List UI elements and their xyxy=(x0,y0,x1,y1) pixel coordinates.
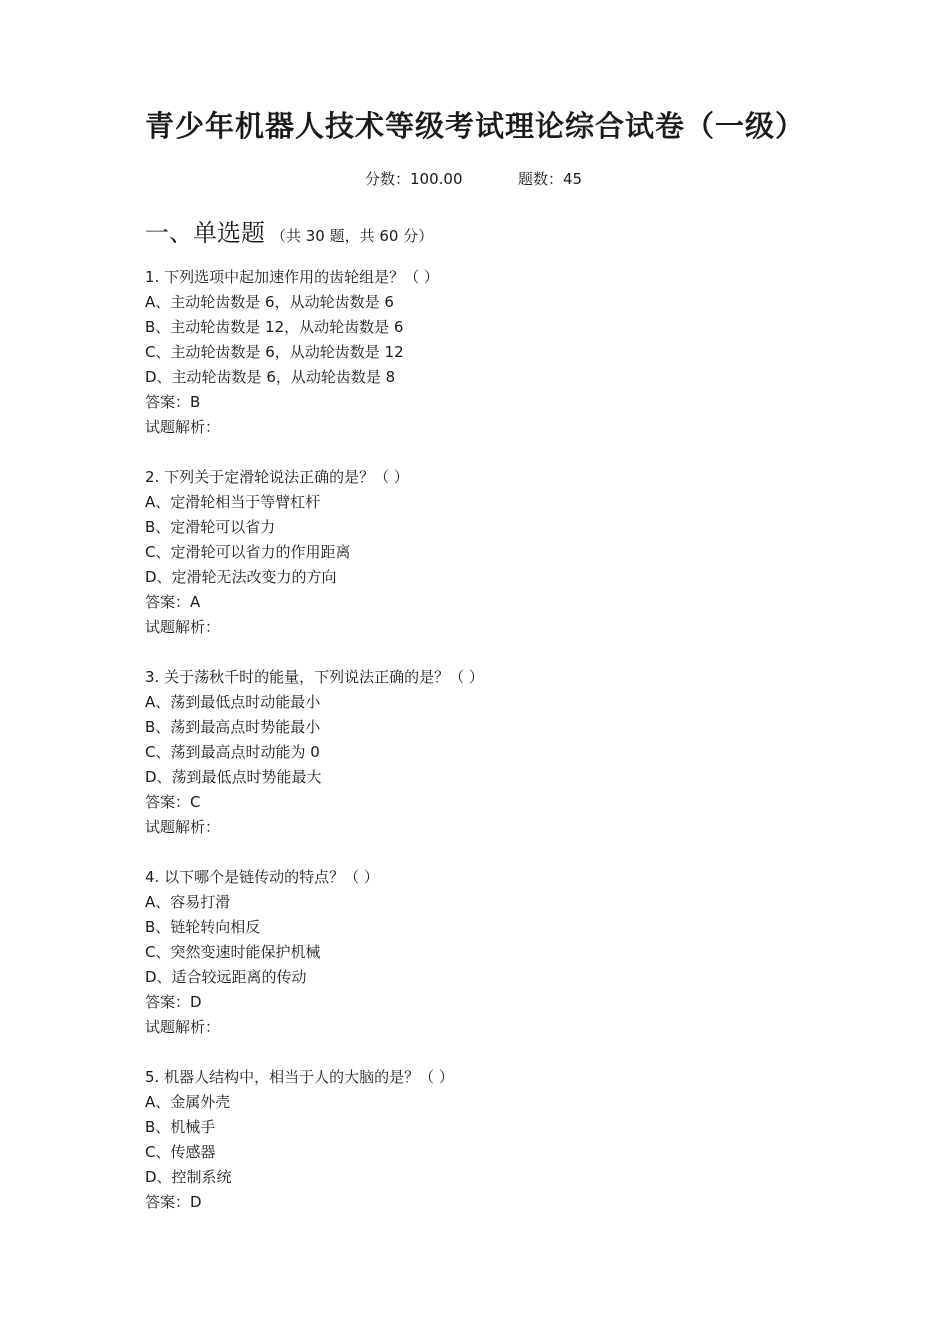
analysis: 试题解析： xyxy=(145,618,221,636)
analysis: 试题解析： xyxy=(145,818,221,836)
question-count: 题数：45 xyxy=(518,170,583,188)
option-a: A、容易打滑 xyxy=(145,893,231,911)
option-d: D、主动轮齿数是 6，从动轮齿数是 8 xyxy=(145,368,396,386)
option-a: A、主动轮齿数是 6，从动轮齿数是 6 xyxy=(145,293,394,311)
analysis: 试题解析： xyxy=(145,1018,221,1036)
option-d: D、控制系统 xyxy=(145,1168,232,1186)
answer: 答案：A xyxy=(145,593,201,611)
answer: 答案：D xyxy=(145,1193,202,1211)
analysis: 试题解析： xyxy=(145,418,221,436)
option-c: C、定滑轮可以省力的作用距离 xyxy=(145,543,351,561)
exam-meta xyxy=(0,168,950,190)
total-score: 分数：100.00 xyxy=(365,170,463,188)
question-stem: 4. 以下哪个是链传动的特点？（ ） xyxy=(145,868,379,886)
option-b: B、主动轮齿数是 12，从动轮齿数是 6 xyxy=(145,318,404,336)
question-4 xyxy=(145,865,845,1040)
option-b: B、链轮转向相反 xyxy=(145,918,261,936)
question-3 xyxy=(145,665,845,840)
question-5 xyxy=(145,1065,845,1215)
question-2 xyxy=(145,465,845,640)
question-list xyxy=(145,265,845,1240)
option-a: A、定滑轮相当于等臂杠杆 xyxy=(145,493,321,511)
question-stem: 2. 下列关于定滑轮说法正确的是？（ ） xyxy=(145,468,409,486)
answer: 答案：B xyxy=(145,393,201,411)
option-d: D、荡到最低点时势能最大 xyxy=(145,768,322,786)
answer: 答案：D xyxy=(145,993,202,1011)
option-a: A、金属外壳 xyxy=(145,1093,231,1111)
option-b: B、荡到最高点时势能最小 xyxy=(145,718,321,736)
option-d: D、适合较远距离的传动 xyxy=(145,968,307,986)
option-c: C、荡到最高点时动能为 0 xyxy=(145,743,320,761)
option-c: C、传感器 xyxy=(145,1143,216,1161)
question-stem: 3. 关于荡秋千时的能量，下列说法正确的是？（ ） xyxy=(145,668,484,686)
answer: 答案：C xyxy=(145,793,201,811)
question-stem: 1. 下列选项中起加速作用的齿轮组是？（ ） xyxy=(145,268,439,286)
option-c: C、突然变速时能保护机械 xyxy=(145,943,321,961)
exam-title: 青少年机器人技术等级考试理论综合试卷（一级） xyxy=(144,109,805,143)
section-title: 一、单选题 xyxy=(145,219,265,247)
option-b: B、定滑轮可以省力 xyxy=(145,518,276,536)
question-stem: 5. 机器人结构中，相当于人的大脑的是？（ ） xyxy=(145,1068,454,1086)
option-a: A、荡到最低点时动能最小 xyxy=(145,693,321,711)
option-b: B、机械手 xyxy=(145,1118,216,1136)
section-heading xyxy=(145,218,433,248)
option-d: D、定滑轮无法改变力的方向 xyxy=(145,568,337,586)
section-note: （共 30 题，共 60 分） xyxy=(271,227,434,245)
question-1 xyxy=(145,265,845,440)
option-c: C、主动轮齿数是 6，从动轮齿数是 12 xyxy=(145,343,404,361)
